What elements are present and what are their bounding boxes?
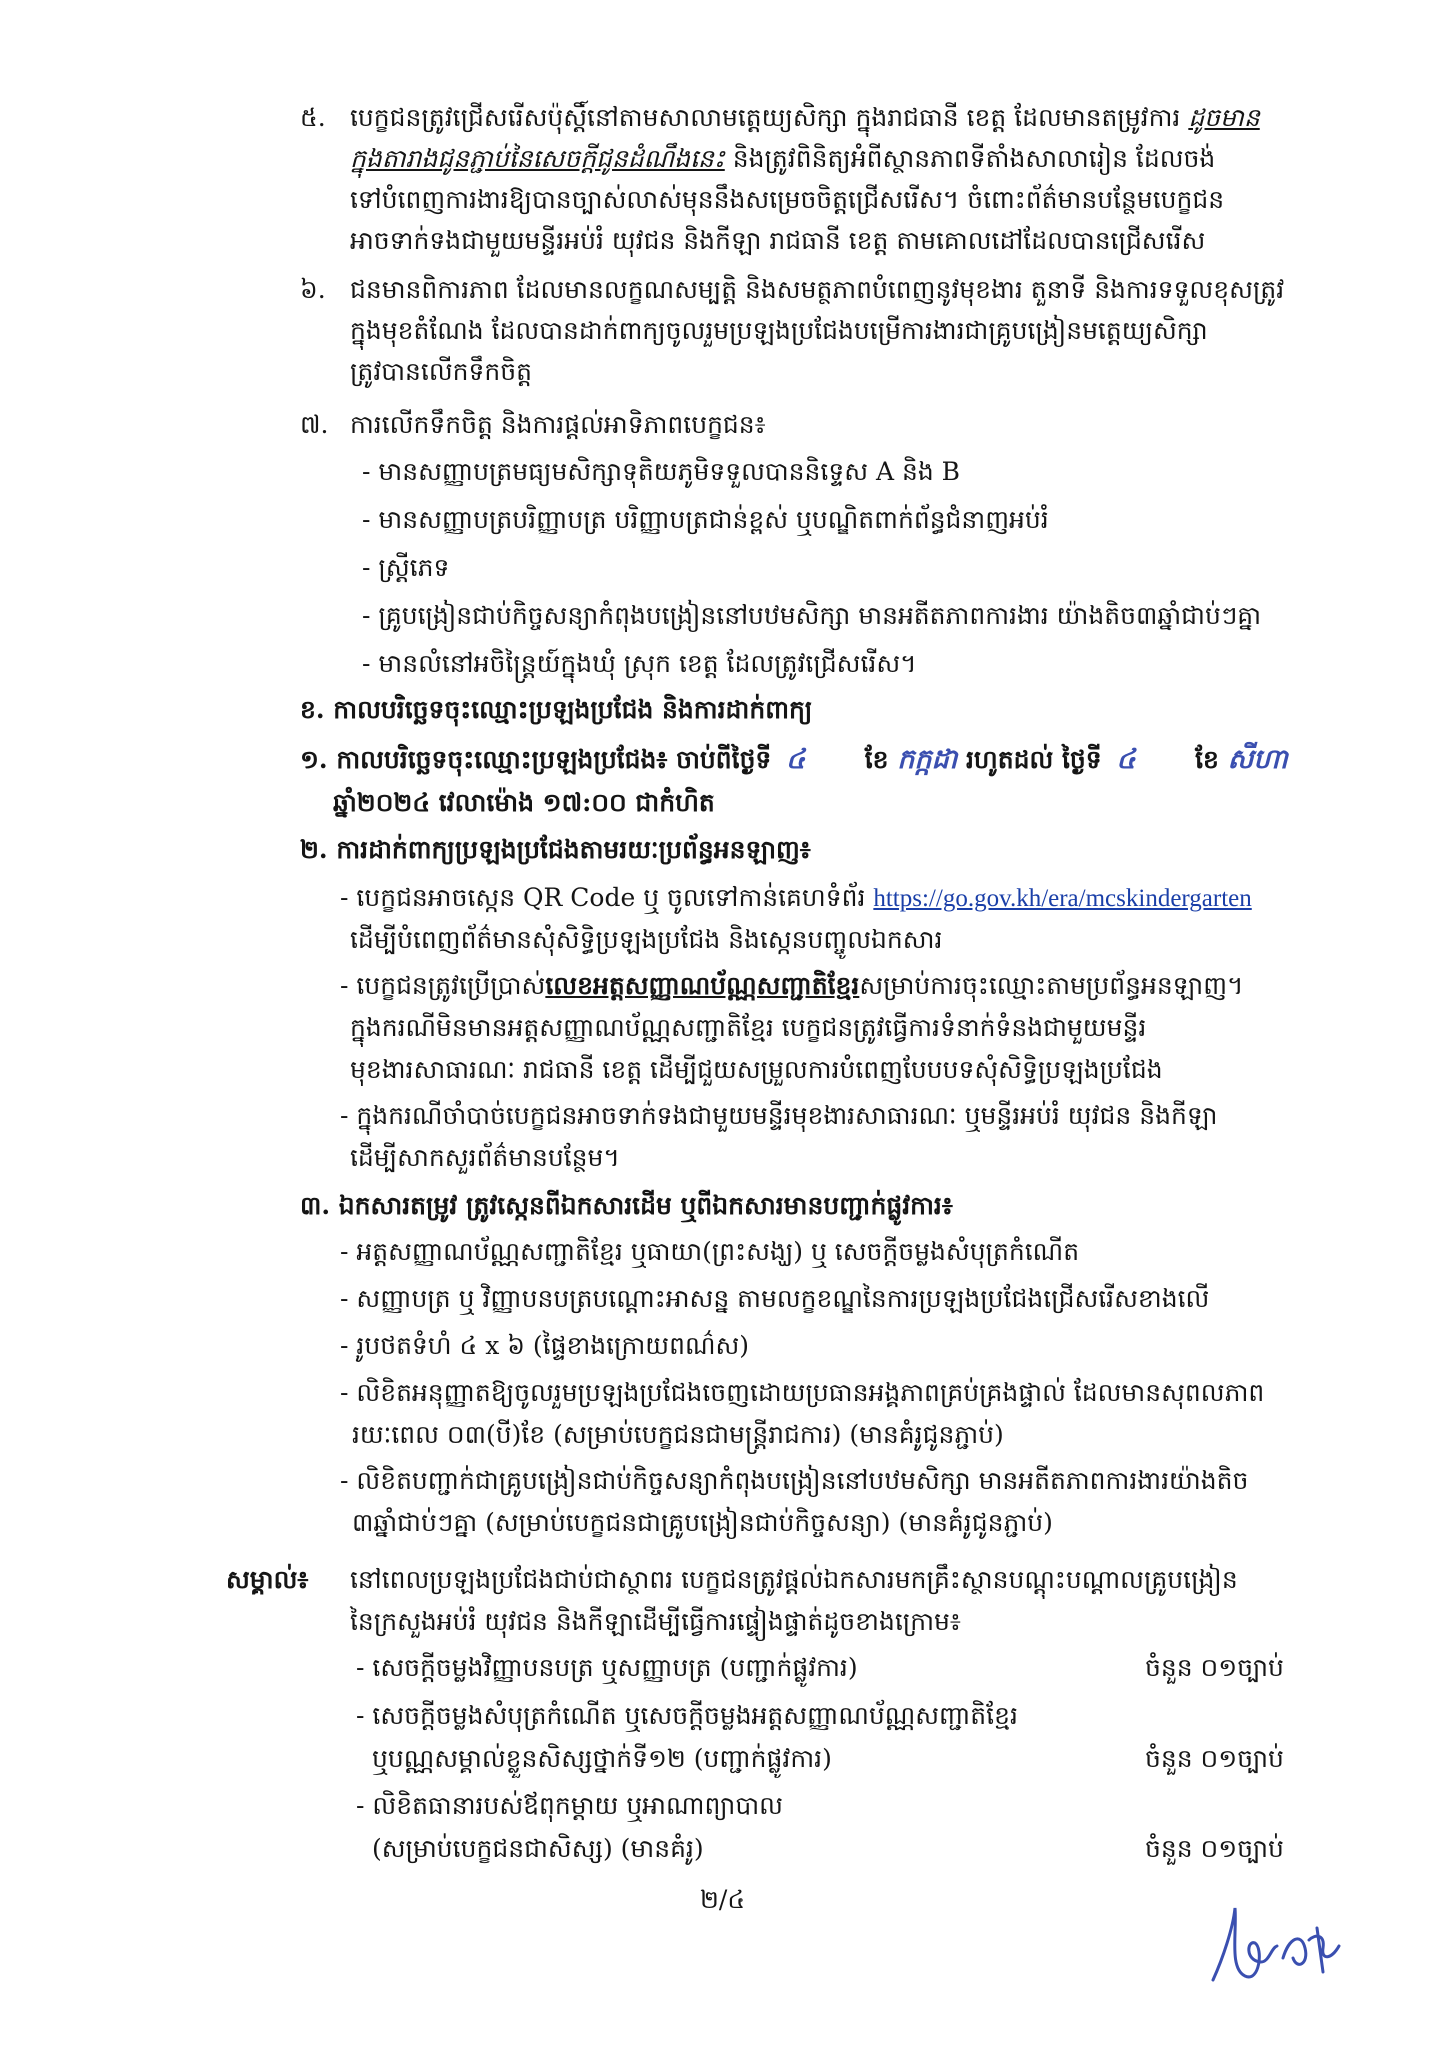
- item5-line2-underlined: ក្នុងតារាងជូនភ្ជាប់នៃសេចក្តីជូនដំណឹងនេះ: [350, 144, 725, 173]
- item7-number: ៧.: [300, 410, 329, 439]
- note-line1: នៅពេលប្រឡងប្រជែងជាប់ជាស្ថាពរ បេក្ខជនត្រូវផ្តល់ឯកសារមកគ្រឹះស្ថានបណ្តុះបណ្តាលគ្រូបង្រៀន: [350, 1565, 1238, 1594]
- item7-title: ការលើកទឹកចិត្ត និងការផ្តល់អាទិភាពបេក្ខជន៖: [350, 410, 766, 439]
- handwritten-start-day: ៤: [786, 744, 806, 775]
- online-application-heading: ២. ការដាក់ពាក្យប្រឡងប្រជែងតាមរយៈប្រព័ន្ធអនឡាញ៖: [300, 835, 811, 864]
- registration-website-link[interactable]: https://go.gov.kh/era/mcskindergarten: [873, 885, 1252, 912]
- online-bullet-1-line2: ដើម្បីបំពេញព័ត៌មានសុំសិទ្ធិប្រឡងប្រជែង និងស្កេនបញ្ចូលឯកសារ: [350, 925, 943, 954]
- until-label: រហូតដល់ ថ្ងៃទី: [966, 745, 1102, 774]
- note-item-1: - សេចក្តីចម្លងវិញ្ញាបនបត្រ ឬសញ្ញាបត្រ (បញ្ជាក់ផ្លូវការ): [356, 1653, 858, 1682]
- item6-line1: ជនមានពិការភាព ដែលមានលក្ខណសម្បត្តិ និងសមត្ថភាពបំពេញនូវមុខងារ តួនាទី និងការទទួលខុសត្រូវ: [350, 275, 1285, 304]
- required-document-item: - រូបថតទំហំ ៤ x ៦ (ផ្ទៃខាងក្រោយពណ៌ស): [340, 1331, 750, 1360]
- handwritten-end-month: សីហា: [1227, 744, 1288, 775]
- required-document-item: - លិខិតបញ្ជាក់ជាគ្រូបង្រៀនជាប់កិច្ចសន្យាកំពុងបង្រៀននៅបឋមសិក្សា មានអតីតភាពការងារយ៉ាងតិច: [340, 1466, 1249, 1495]
- item7-bullet: - គ្រូបង្រៀនជាប់កិច្ចសន្យាកំពុងបង្រៀននៅបឋមសិក្សា មានអតីតភាពការងារ យ៉ាងតិច៣ឆ្នាំជាប់ៗគ្នា: [362, 601, 1262, 630]
- online-bullet-2: [340, 966, 1243, 1006]
- item5-number: ៥.: [300, 103, 326, 132]
- item6-line3: ត្រូវបានលើកទឹកចិត្ត: [350, 357, 533, 386]
- required-document-item: - លិខិតអនុញ្ញាតឱ្យចូលរួមប្រឡងប្រជែងចេញដោយប្រធានអង្គភាពគ្រប់គ្រងផ្ទាល់ ដែលមានសុពលភាព: [340, 1378, 1265, 1407]
- online-bullet-1-text: - បេក្ខជនអាចស្កេន QR Code ឬ ចូលទៅកាន់គេហទំព័រ: [340, 883, 874, 912]
- item5-line4: អាចទាក់ទងជាមួយមន្ទីរអប់រំ យុវជន និងកីឡា រាជធានី ខេត្ត តាមគោលដៅដែលបានជ្រើសរើស: [350, 226, 1206, 255]
- item7-bullet: - ស្ត្រីភេទ: [362, 553, 450, 582]
- required-document-item-cont: រយៈពេល ០៣(បី)ខែ (សម្រាប់បេក្ខជនជាមន្ត្រីរាជការ) (មានគំរូជូនភ្ជាប់): [352, 1420, 1004, 1449]
- required-documents-heading: ៣. ឯកសារតម្រូវ ត្រូវស្កេនពីឯកសារដើម ឬពីឯកសារមានបញ្ជាក់ផ្លូវការ៖: [300, 1191, 953, 1220]
- item7-bullet: - មានសញ្ញាបត្របរិញ្ញាបត្រ បរិញ្ញាបត្រជាន់ខ្ពស់ ឬបណ្ឌិតពាក់ព័ន្ធជំនាញអប់រំ: [362, 505, 1049, 534]
- required-document-item-cont: ៣ឆ្នាំជាប់ៗគ្នា (សម្រាប់បេក្ខជនជាគ្រូបង្រៀនជាប់កិច្ចសន្យា) (មានគំរូជូនភ្ជាប់): [352, 1508, 1053, 1537]
- note-item-3-count: ចំនួន ០១ច្បាប់: [1145, 1834, 1284, 1863]
- item6-line2: ក្នុងមុខតំណែង ដែលបានដាក់ពាក្យចូលរួមប្រឡងប្រជែងបម្រើការងារជាគ្រូបង្រៀនមត្តេយ្យសិក្សា: [350, 316, 1208, 345]
- online-bullet-1: [340, 878, 1252, 919]
- online-bullet-2-tail: សម្រាប់ការចុះឈ្មោះតាមប្រព័ន្ធអនឡាញ។: [859, 971, 1244, 1000]
- registration-period-label: ១. កាលបរិច្ឆេទចុះឈ្មោះប្រឡងប្រជែង៖ ចាប់ពីថ្ងៃទី: [300, 745, 772, 774]
- note-item-2: - សេចក្តីចម្លងសំបុត្រកំណើត ឬសេចក្តីចម្លងអត្តសញ្ញាណប័ណ្ណសញ្ជាតិខ្មែរ: [356, 1701, 1018, 1730]
- online-bullet-2-line3: មុខងារសាធារណៈ រាជធានី ខេត្ត ដើម្បីជួយសម្រួលការបំពេញបែបបទសុំសិទ្ធិប្រឡងប្រជែង: [350, 1055, 1163, 1084]
- note-item-1-count: ចំនួន ០១ច្បាប់: [1145, 1653, 1284, 1682]
- note-item-3: - លិខិតធានារបស់ឪពុកម្តាយ ឬអាណាព្យាបាល: [356, 1791, 783, 1820]
- section-kha-heading: ខ. កាលបរិច្ឆេទចុះឈ្មោះប្រឡងប្រជែង និងការដាក់ពាក្យ: [300, 695, 813, 724]
- online-bullet-2-line2: ក្នុងករណីមិនមានអត្តសញ្ញាណប័ណ្ណសញ្ជាតិខ្មែរ បេក្ខជនត្រូវធ្វើការទំនាក់ទំនងជាមួយមន្ទីរ: [350, 1013, 1147, 1042]
- item7-bullet: - មានលំនៅអចិន្ត្រៃយ៍ក្នុងឃុំ ស្រុក ខេត្ត ដែលត្រូវជ្រើសរើស។: [362, 649, 917, 678]
- item5-line3: ទៅបំពេញការងារឱ្យបានច្បាស់លាស់មុននឹងសម្រេចចិត្តជ្រើសរើស។ ចំពោះព័ត៌មានបន្ថែមបេក្ខជន: [350, 185, 1225, 214]
- handwritten-start-month: កក្កដា: [897, 744, 958, 775]
- note-item-3-cont: (សម្រាប់បេក្ខជនជាសិស្ស) (មានគំរូ): [372, 1834, 704, 1863]
- required-document-item: - សញ្ញាបត្រ ឬ វិញ្ញាបនបត្របណ្តោះអាសន្ន តាមលក្ខខណ្ឌនៃការប្រឡងប្រជែងជ្រើសរើសខាងលើ: [340, 1284, 1210, 1313]
- month-label-2: ខែ: [1195, 745, 1219, 774]
- item7-bullet: - មានសញ្ញាបត្រមធ្យមសិក្សាទុតិយភូមិទទួលបាននិទ្ទេស A និង B: [362, 457, 961, 486]
- required-document-item: - អត្តសញ្ញាណប័ណ្ណសញ្ជាតិខ្មែរ ឬធាយា(ព្រះសង្ឃ) ឬ សេចក្តីចម្លងសំបុត្រកំណើត: [340, 1237, 1080, 1266]
- item6-number: ៦.: [300, 275, 326, 304]
- item5-line1-underlined: ដូចមាន: [1188, 103, 1260, 132]
- note-item-2-cont: ឬបណ្ណសម្គាល់ខ្លួនសិស្សថ្នាក់ទី១២ (បញ្ជាក់ផ្លូវការ): [372, 1744, 832, 1773]
- registration-period-line2: ឆ្នាំ២០២៤ វេលាម៉ោង ១៧:០០ ជាកំហិត: [333, 788, 715, 817]
- handwritten-initials-icon: [1205, 1888, 1355, 1998]
- note-label: សម្គាល់៖: [226, 1565, 309, 1594]
- item5-line2: [350, 139, 1215, 179]
- item5-line1: [350, 98, 1260, 138]
- note-item-2-count: ចំនួន ០១ច្បាប់: [1145, 1744, 1284, 1773]
- online-bullet-2-text: - បេក្ខជនត្រូវប្រើប្រាស់: [340, 971, 546, 1000]
- note-line2: នៃក្រសួងអប់រំ យុវជន និងកីឡាដើម្បីធ្វើការផ្ទៀងផ្ទាត់ដូចខាងក្រោម៖: [350, 1607, 961, 1636]
- page-number: ២/៤: [700, 1885, 746, 1914]
- month-label-1: ខែ: [864, 745, 889, 774]
- online-bullet-3-line2: ដើម្បីសាកសួរព័ត៌មានបន្ថែម។: [350, 1143, 620, 1172]
- registration-period-line1: [300, 740, 1288, 780]
- national-id-emphasis: លេខអត្តសញ្ញាណប័ណ្ណសញ្ជាតិខ្មែរ: [545, 971, 860, 1000]
- item5-line1-text: បេក្ខជនត្រូវជ្រើសរើសប៉ុស្តិ៍នៅតាមសាលាមត្តេយ្យសិក្សា ក្នុងរាជធានី ខេត្ត ដែលមានតម្រូវការ: [350, 103, 1189, 132]
- online-bullet-3: - ក្នុងករណីចាំបាច់បេក្ខជនអាចទាក់ទងជាមួយមន្ទីរមុខងារសាធារណៈ ឬមន្ទីរអប់រំ យុវជន និងកីឡា: [340, 1101, 1218, 1130]
- item5-line2-text: និងត្រូវពិនិត្យអំពីស្ថានភាពទីតាំងសាលារៀន ដែលចង់: [724, 144, 1216, 173]
- handwritten-end-day: ៤: [1116, 744, 1136, 775]
